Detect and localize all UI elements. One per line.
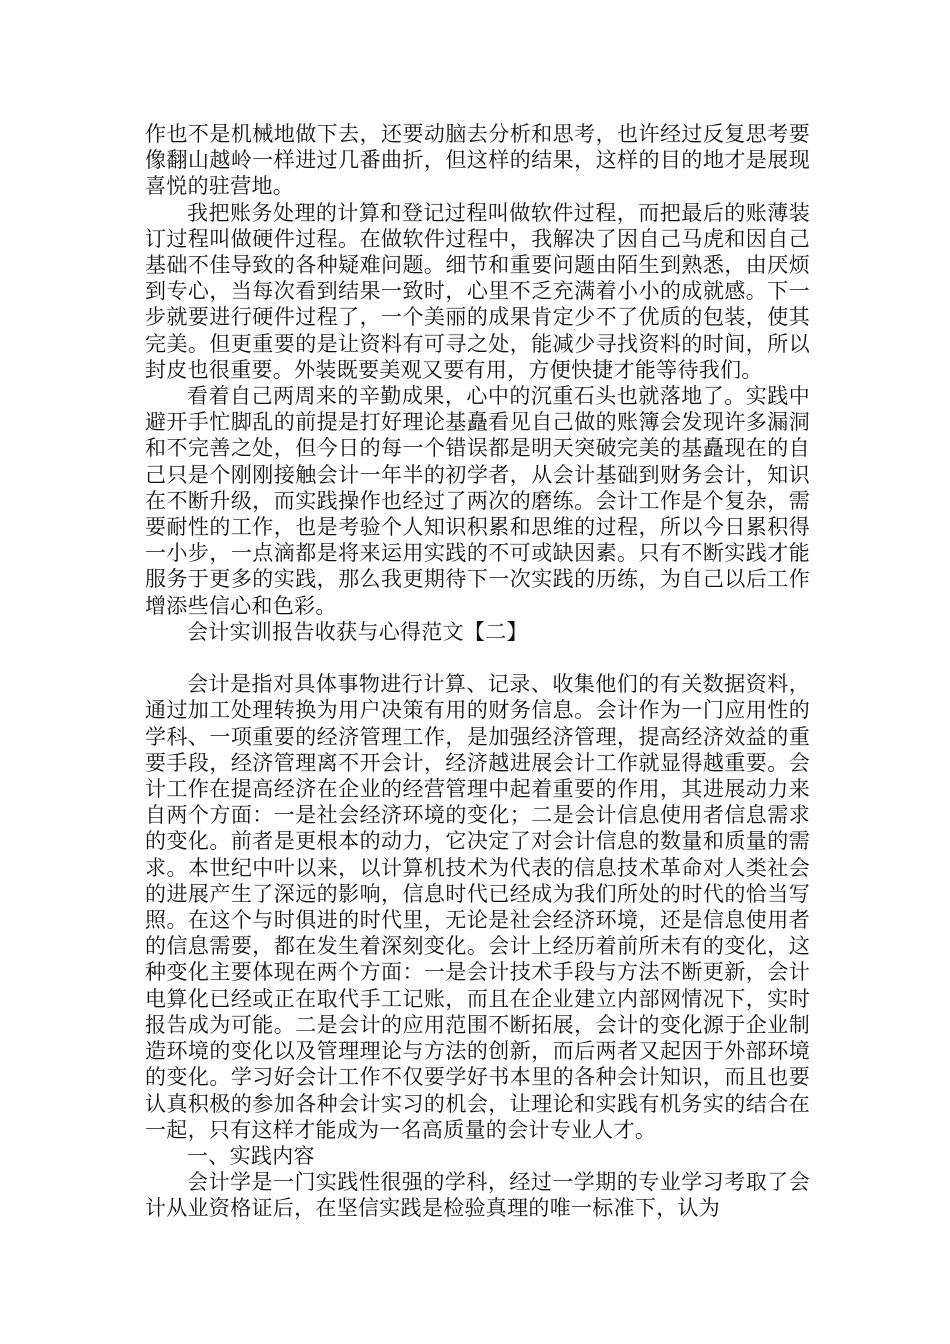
blank-line bbox=[145, 645, 810, 671]
paragraph-software-hardware: 我把账务处理的计算和登记过程叫做软件过程，而把最后的账薄装订过程叫做硬件过程。在做软件过程中，我解决了因自己马虎和因自己基础不佳导致的各种疑难问题。细节和重要问题由陌生到熟悉，由厌烦到专心，当每次看到结果一致时，心里不乏充满着小小的成就感。下一步就要进行硬件过程了，一个美丽的成果肯定少不了优质的包装，使其完美。但更重要的是让资料有可寻之处，能减少寻找资料的时间，所以封皮也很重要。外装既要美观又要有用，方便快捷才能等待我们。 bbox=[145, 200, 810, 382]
section-title: 会计实训报告收获与心得范文【二】 bbox=[187, 619, 528, 644]
paragraph-continued: 作也不是机械地做下去，还要动脑去分析和思考，也许经过反复思考要像翻山越岭一样进过几番曲折，但这样的结果，这样的目的地才是展现喜悦的驻营地。 bbox=[145, 122, 810, 199]
subheading-practice-content: 一、实践内容 bbox=[187, 1143, 315, 1168]
paragraph-accounting-definition: 会计是指对具体事物进行计算、记录、收集他们的有关数据资料，通过加工处理转换为用户决策有用的财务信息。会计作为一门应用性的学科、一项重要的经济管理工作，是加强经济管理，提高经济效益的重要手段，经济管理离不开会计，经济越进展会计工作就显得越重要。会计工作在提高经济在企业的经营管理中起着重要的作用，其进展动力来自两个方面：一是社会经济环境的变化；二是会计信息使用者信息需求的变化。前者是更根本的动力，它决定了对会计信息的数量和质量的需求。本世纪中叶以来，以计算机技术为代表的信息技术革命对人类社会的进展产生了深远的影响，信息时代已经成为我们所处的时代的恰当写照。在这个与时俱进的时代里，无论是社会经济环境，还是信息使用者的信息需要，都在发生着深刻变化。会计上经历着前所未有的变化，这种变化主要体现在两个方面：一是会计技术手段与方法不断更新，会计电算化已经或正在取代手工记账，而且在企业建立内部网情况下，实时报告成为可能。二是会计的应用范围不断拓展，会计的变化源于企业制造环境的变化以及管理理论与方法的创新，而后两者又起因于外部环境的变化。学习好会计工作不仅要学好书本里的各种会计知识，而且也要认真积极的参加各种会计实习的机会，让理论和实践有机务实的结合在一起，只有这样才能成为一名高质量的会计专业人才。 bbox=[145, 672, 810, 1142]
document-body bbox=[145, 121, 810, 1222]
paragraph-two-weeks: 看着自己两周来的辛勤成果，心中的沉重石头也就落地了。实践中避开手忙脚乱的前提是打好理论基矗看见自己做的账簿会发现许多漏洞和不完善之处，但今日的每一个错误都是明天突破完美的基矗现在的自己只是个刚刚接触会计一年半的初学者，从会计基础到财务会计，知识在不断升级，而实践操作也经过了两次的磨练。会计工作是个复杂，需要耐性的工作，也是考验个人知识积累和思维的过程，所以今日累积得一小步，一点滴都是将来运用实践的不可或缺因素。只有不断实践才能服务于更多的实践，那么我更期待下一次实践的历练，为自己以后工作增添些信心和色彩。 bbox=[145, 384, 810, 618]
paragraph-accounting-discipline: 会计学是一门实践性很强的学科，经过一学期的专业学习考取了会计从业资格证后，在坚信实践是检验真理的唯一标准下，认为 bbox=[145, 1170, 810, 1221]
